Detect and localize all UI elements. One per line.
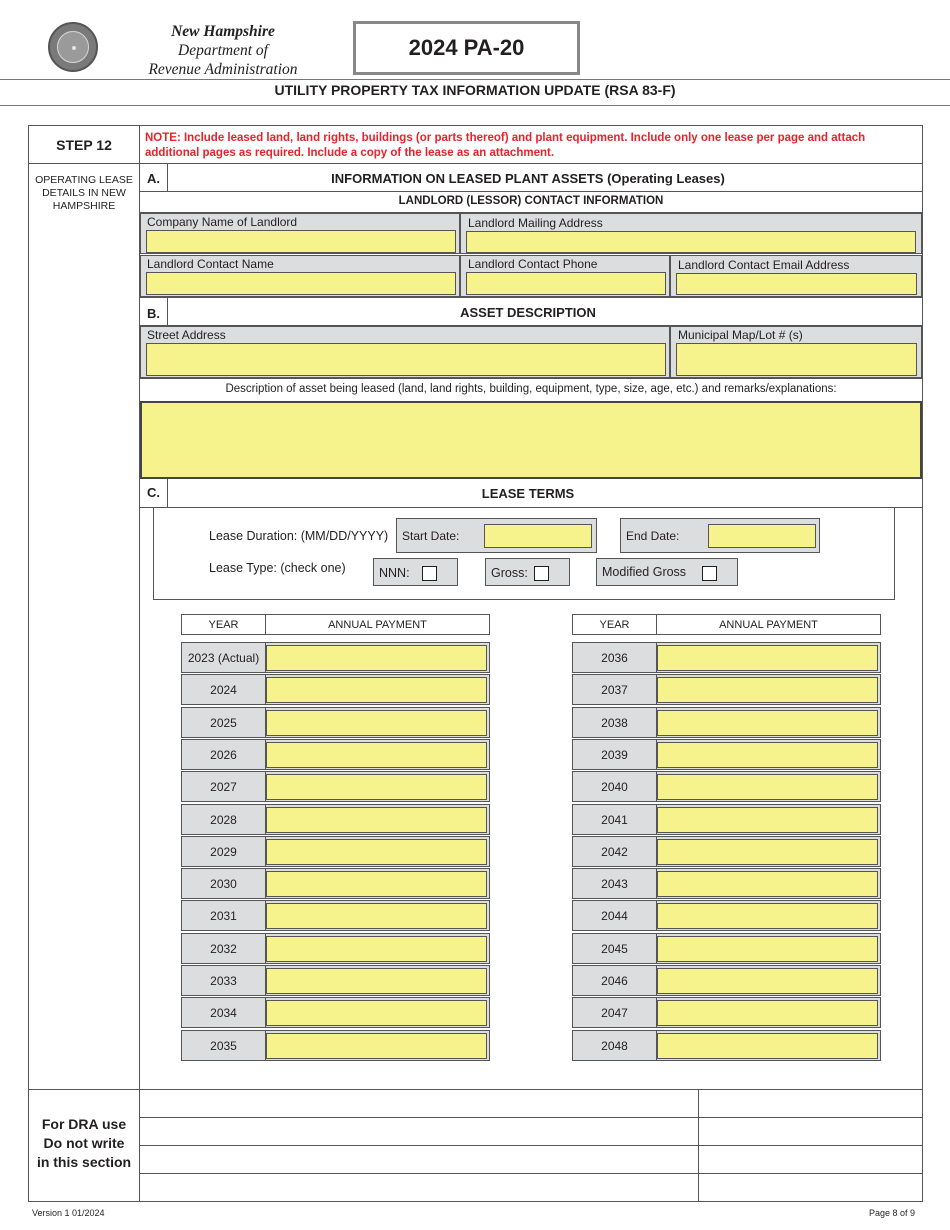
footer-page-number: Page 8 of 9: [869, 1208, 916, 1218]
gross-option: [485, 558, 570, 586]
left-payment-cell: [265, 997, 490, 1028]
footer-version: Version 1 01/2024: [32, 1208, 105, 1218]
section-c-title: LEASE TERMS: [481, 486, 575, 501]
right-year-cell: 2036: [572, 642, 657, 673]
right-payment-row: [572, 997, 881, 1028]
mailing-address-cell: [460, 213, 922, 254]
right-payment-input[interactable]: [657, 1000, 878, 1026]
left-year-header: YEAR: [181, 614, 266, 635]
right-year-cell: 2041: [572, 804, 657, 835]
start-date-cell: [396, 518, 597, 553]
contact-name-cell: [140, 255, 460, 297]
street-address-label: Street Address: [147, 328, 226, 342]
street-address-cell: [140, 326, 670, 378]
left-payment-input[interactable]: [266, 936, 487, 962]
left-payment-row: [181, 836, 490, 867]
dra-line1: For DRA use: [41, 1116, 127, 1132]
left-payment-row: [181, 965, 490, 996]
right-payment-input[interactable]: [657, 1033, 878, 1059]
note-divider: [28, 163, 923, 164]
right-year-cell: 2047: [572, 997, 657, 1028]
start-date-input[interactable]: [484, 524, 592, 548]
right-payment-input[interactable]: [657, 742, 878, 768]
left-year-cell: 2024: [181, 674, 266, 705]
right-payment-header: ANNUAL PAYMENT: [656, 614, 881, 635]
right-payment-input[interactable]: [657, 677, 878, 703]
right-payment-row: [572, 900, 881, 931]
left-payment-input[interactable]: [266, 807, 487, 833]
right-payment-row: [572, 836, 881, 867]
contact-email-cell: [670, 255, 922, 297]
mailing-address-input[interactable]: [466, 231, 916, 253]
right-year-cell: 2042: [572, 836, 657, 867]
left-payment-cell: [265, 771, 490, 802]
agency-state: New Hampshire: [171, 23, 275, 40]
dra-line2: Do not write: [43, 1135, 125, 1151]
right-payment-row: [572, 739, 881, 770]
right-payment-row: [572, 707, 881, 738]
left-payment-input[interactable]: [266, 903, 487, 929]
nnn-option: [373, 558, 458, 586]
contact-phone-input[interactable]: [466, 272, 666, 295]
nnn-label: NNN:: [379, 566, 410, 580]
left-year-cell: 2023 (Actual): [181, 642, 266, 673]
street-address-input[interactable]: [146, 343, 666, 376]
header-divider: [0, 79, 950, 80]
left-payment-row: [181, 642, 490, 673]
gross-checkbox[interactable]: [534, 566, 549, 581]
left-payment-row: [181, 868, 490, 899]
right-payment-cell: [656, 707, 881, 738]
right-payment-row: [572, 674, 881, 705]
agency-name: [118, 22, 328, 79]
left-year-cell: 2032: [181, 933, 266, 964]
left-payment-row: [181, 739, 490, 770]
step-note: NOTE: Include leased land, land rights, buildings (or parts thereof) and plant equipment. Include only one lease per page and attach additional pages as required. Include a copy of the lease as an attachment.: [145, 132, 866, 159]
subtitle-divider: [0, 105, 950, 106]
left-year-cell: 2033: [181, 965, 266, 996]
asset-description-textarea[interactable]: [140, 401, 922, 479]
left-payment-row: [181, 804, 490, 835]
left-payment-row: [181, 1030, 490, 1061]
dra-use-notice: [29, 1115, 139, 1172]
left-payment-cell: [265, 836, 490, 867]
dra-divider: [28, 1089, 923, 1090]
dra-column-divider: [698, 1089, 699, 1202]
left-payment-row: [181, 997, 490, 1028]
contact-name-label: Landlord Contact Name: [147, 257, 274, 271]
left-year-cell: 2029: [181, 836, 266, 867]
map-lot-cell: [670, 326, 922, 378]
section-a-letter: A.: [147, 171, 160, 186]
left-payment-input[interactable]: [266, 968, 487, 994]
left-payment-cell: [265, 804, 490, 835]
right-payment-cell: [656, 771, 881, 802]
lease-duration-label: Lease Duration: (MM/DD/YYYY): [209, 529, 389, 543]
right-payment-cell: [656, 933, 881, 964]
left-payment-input[interactable]: [266, 774, 487, 800]
contact-phone-cell: [460, 255, 670, 297]
right-year-cell: 2043: [572, 868, 657, 899]
start-date-label: Start Date:: [402, 529, 460, 543]
dra-row-line-2: [139, 1145, 923, 1146]
right-year-cell: 2038: [572, 707, 657, 738]
left-year-cell: 2027: [181, 771, 266, 802]
left-year-cell: 2031: [181, 900, 266, 931]
left-payment-row: [181, 674, 490, 705]
left-payment-cell: [265, 707, 490, 738]
section-a-title-divider: [139, 191, 923, 192]
left-year-cell: 2035: [181, 1030, 266, 1061]
left-payment-header: ANNUAL PAYMENT: [265, 614, 490, 635]
step-label: STEP 12: [56, 136, 112, 153]
asset-desc-divider: [139, 378, 923, 379]
section-a-title: INFORMATION ON LEASED PLANT ASSETS (Operating Leases): [331, 171, 725, 186]
agency-dept-line1: Department of: [178, 42, 268, 59]
left-payment-cell: [265, 868, 490, 899]
right-payment-cell: [656, 739, 881, 770]
left-payment-row: [181, 933, 490, 964]
company-name-cell: [140, 213, 460, 254]
left-payment-input[interactable]: [266, 839, 487, 865]
section-b-top-divider: [139, 297, 923, 298]
left-payment-cell: [265, 642, 490, 673]
section-b-letter: B.: [147, 306, 160, 321]
right-payment-input[interactable]: [657, 710, 878, 736]
contact-email-input[interactable]: [676, 273, 917, 295]
left-payment-cell: [265, 1030, 490, 1061]
mailing-address-label: Landlord Mailing Address: [468, 216, 603, 230]
nh-state-seal-icon: [48, 22, 98, 72]
left-payment-row: [181, 900, 490, 931]
right-payment-input[interactable]: [657, 645, 878, 671]
right-year-cell: 2037: [572, 674, 657, 705]
contact-email-label: Landlord Contact Email Address: [678, 258, 850, 272]
end-date-input[interactable]: [708, 524, 816, 548]
left-payment-input[interactable]: [266, 1033, 487, 1059]
right-payment-row: [572, 868, 881, 899]
modified-gross-checkbox[interactable]: [702, 566, 717, 581]
right-payment-input[interactable]: [657, 839, 878, 865]
right-payment-input[interactable]: [657, 807, 878, 833]
section-c-letter: C.: [147, 485, 160, 500]
right-payment-row: [572, 771, 881, 802]
step-description: OPERATING LEASE DETAILS IN NEW HAMPSHIRE: [35, 174, 133, 212]
right-payment-row: [572, 642, 881, 673]
left-year-cell: 2028: [181, 804, 266, 835]
left-year-cell: 2034: [181, 997, 266, 1028]
company-name-input[interactable]: [146, 230, 456, 253]
right-payment-cell: [656, 642, 881, 673]
right-payment-cell: [656, 997, 881, 1028]
left-payment-input[interactable]: [266, 742, 487, 768]
map-lot-input[interactable]: [676, 343, 917, 376]
left-payment-cell: [265, 933, 490, 964]
right-year-cell: 2046: [572, 965, 657, 996]
end-date-label: End Date:: [626, 529, 680, 543]
left-payment-row: [181, 771, 490, 802]
modified-gross-option: [596, 558, 738, 586]
form-title: 2024 PA-20: [353, 21, 580, 75]
right-payment-cell: [656, 674, 881, 705]
left-payment-row: [181, 707, 490, 738]
right-payment-cell: [656, 900, 881, 931]
nnn-checkbox[interactable]: [422, 566, 437, 581]
left-year-cell: 2025: [181, 707, 266, 738]
left-payment-cell: [265, 965, 490, 996]
modified-gross-label: Modified Gross: [602, 565, 687, 579]
left-payment-input[interactable]: [266, 1000, 487, 1026]
right-payment-cell: [656, 868, 881, 899]
right-payment-input[interactable]: [657, 871, 878, 897]
left-payment-cell: [265, 900, 490, 931]
contact-phone-label: Landlord Contact Phone: [468, 257, 598, 271]
form-subtitle: UTILITY PROPERTY TAX INFORMATION UPDATE (RSA 83-F): [274, 82, 676, 98]
left-payment-input[interactable]: [266, 677, 487, 703]
right-year-cell: 2048: [572, 1030, 657, 1061]
left-year-cell: 2030: [181, 868, 266, 899]
right-payment-cell: [656, 804, 881, 835]
left-year-cell: 2026: [181, 739, 266, 770]
right-year-cell: 2039: [572, 739, 657, 770]
right-payment-input[interactable]: [657, 774, 878, 800]
right-year-header: YEAR: [572, 614, 657, 635]
right-payment-row: [572, 933, 881, 964]
left-payment-input[interactable]: [266, 645, 487, 671]
left-payment-cell: [265, 674, 490, 705]
gross-label: Gross:: [491, 566, 528, 580]
right-payment-row: [572, 804, 881, 835]
section-a-subtitle: LANDLORD (LESSOR) CONTACT INFORMATION: [398, 195, 664, 207]
contact-name-input[interactable]: [146, 272, 456, 295]
right-year-cell: 2045: [572, 933, 657, 964]
end-date-cell: [620, 518, 820, 553]
left-payment-input[interactable]: [266, 710, 487, 736]
right-year-cell: 2044: [572, 900, 657, 931]
left-payment-cell: [265, 739, 490, 770]
asset-description-label: Description of asset being leased (land, land rights, building, equipment, type, size, age, etc.) and remarks/explanations:: [225, 383, 837, 395]
right-payment-input[interactable]: [657, 903, 878, 929]
right-payment-input[interactable]: [657, 968, 878, 994]
map-lot-label: Municipal Map/Lot # (s): [678, 328, 803, 342]
right-payment-cell: [656, 965, 881, 996]
right-payment-input[interactable]: [657, 936, 878, 962]
left-payment-input[interactable]: [266, 871, 487, 897]
agency-dept-line2: Revenue Administration: [148, 61, 298, 78]
right-payment-cell: [656, 836, 881, 867]
right-payment-row: [572, 1030, 881, 1061]
dra-line3: in this section: [36, 1154, 132, 1170]
dra-row-line-1: [139, 1117, 923, 1118]
section-b-title: ASSET DESCRIPTION: [460, 305, 596, 320]
company-name-label: Company Name of Landlord: [147, 215, 298, 229]
dra-row-line-3: [139, 1173, 923, 1174]
right-year-cell: 2040: [572, 771, 657, 802]
right-payment-cell: [656, 1030, 881, 1061]
lease-type-label: Lease Type: (check one): [209, 561, 346, 575]
right-payment-row: [572, 965, 881, 996]
